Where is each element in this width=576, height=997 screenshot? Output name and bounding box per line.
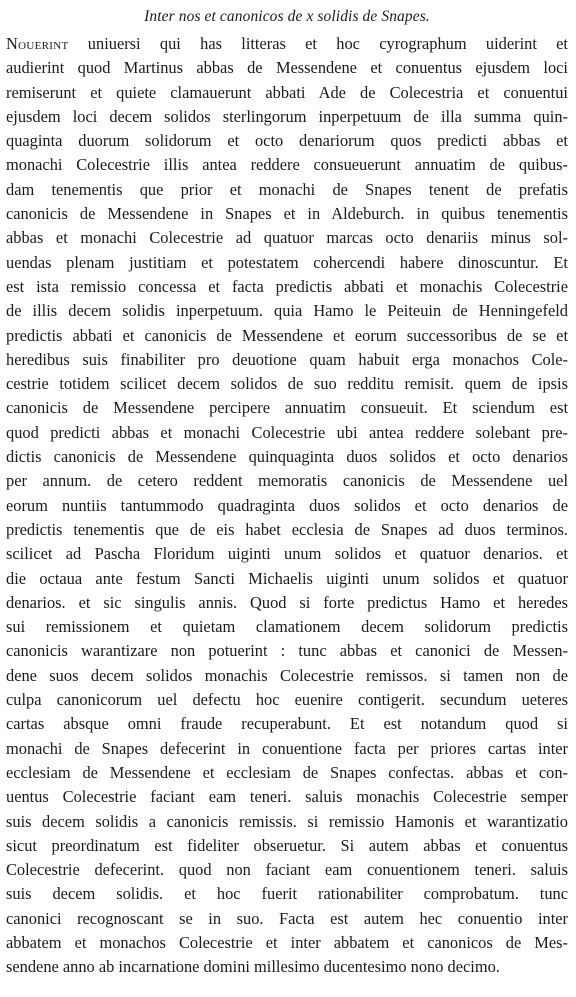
text-line: eorum nuntiis tantummodo quadraginta duos solidos et octo denarios de — [6, 495, 568, 515]
text-line: cartas absque omni fraude recuperabunt. Et est notandum quod si — [6, 714, 568, 734]
document-page — [6, 0, 568, 980]
text-line: Colecestrie defecerint. quod non faciant eam conuentionem teneri. saluis — [6, 860, 568, 880]
text-line: sicut preordinatum est fideliter obseruetur. Si autem abbas et conuentus — [6, 835, 568, 855]
text-line: monachi de Snapes defecerint in conuentione facta per priores cartas inter — [6, 738, 568, 758]
text-line: predictis abbati et canonicis de Messendene et eorum successoribus de se et — [6, 325, 568, 345]
text-line: dam tenementis que prior et monachi de Snapes tenent de prefatis — [6, 179, 568, 199]
text-line: heredibus suis finabiliter pro deuotione quam habuit erga monachos Cole- — [6, 349, 568, 369]
text-line: quod predicti abbas et monachi Colecestrie ubi antea reddere solebant pre- — [6, 422, 568, 442]
line-text: uniuersi qui has litteras et hoc cyrographum uiderint et — [68, 34, 568, 53]
text-line: culpa canonicorum uel defectu hoc euenire contigerit. secundum ueteres — [6, 690, 568, 710]
text-line: uentus Colecestrie faciant eam teneri. saluis monachis Colecestrie semper — [6, 787, 568, 807]
text-line: canonici recognoscant se in suo. Facta est autem hec conuentio inter — [6, 908, 568, 928]
document-body — [6, 32, 568, 980]
text-line: canonicis de Messendene in Snapes et in Aldeburch. in quibus tenementis — [6, 204, 568, 224]
text-line — [6, 32, 568, 56]
text-line: canonicis de Messendene percipere annuatim consueuit. Et sciendum est — [6, 398, 568, 418]
text-line: audierint quod Martinus abbas de Messendene et conuentus ejusdem loci — [6, 58, 568, 78]
text-line: de illis decem solidis inperpetuum. quia Hamo le Peiteuin de Henningefeld — [6, 301, 568, 321]
opening-word: Nouerint — [6, 34, 69, 53]
text-line: sendene anno ab incarnatione domini millesimo ducentesimo nono decimo. — [6, 957, 500, 977]
text-line: denarios. et sic singulis annis. Quod si forte predictus Hamo et heredes — [6, 592, 568, 612]
text-line: quaginta duorum solidorum et octo denariorum quos predicti abbas et — [6, 131, 568, 151]
text-line: monachi Colecestrie illis antea reddere consueuerunt annuatim de quibus- — [6, 155, 568, 175]
text-line: sui remissionem et quietam clamationem decem solidorum predictis — [6, 617, 568, 637]
text-line: ecclesiam de Messendene et ecclesiam de Snapes confectas. abbas et con- — [6, 762, 568, 782]
text-line: dictis canonicis de Messendene quinquaginta duos solidos et octo denarios — [6, 447, 568, 467]
text-line: dene suos decem solidos monachis Colecestrie remissos. si tamen non de — [6, 665, 568, 685]
document-title: Inter nos et canonicos de x solidis de Snapes. — [144, 8, 430, 25]
text-line: abbas et monachi Colecestrie ad quatuor marcas octo denariis minus sol- — [6, 228, 568, 248]
text-line: ejusdem loci decem solidos sterlingorum inperpetuum de illa summa quin- — [6, 106, 568, 126]
text-line: suis decem solidis a canonicis remissis. si remissio Hamonis et warantizatio — [6, 811, 568, 831]
text-line: predictis tenementis que de eis habet ecclesia de Snapes ad duos terminos. — [6, 519, 568, 539]
text-line: canonicis warantizare non potuerint : tunc abbas et canonici de Messen- — [6, 641, 568, 661]
text-line: scilicet ad Pascha Floridum uiginti unum solidos et quatuor denarios. et — [6, 544, 568, 564]
text-line: per annum. de cetero reddent memoratis canonicis de Messendene uel — [6, 471, 568, 491]
text-line: est ista remissio concessa et facta predictis abbati et monachis Colecestrie — [6, 276, 568, 296]
text-line: die octaua ante festum Sancti Michaelis uiginti unum solidos et quatuor — [6, 568, 568, 588]
text-line: cestrie totidem scilicet decem solidos de suo redditu remisit. quem de ipsis — [6, 374, 568, 394]
text-line: uendas plenam justitiam et potestatem cohercendi habere dinoscuntur. Et — [6, 252, 568, 272]
text-line: abbatem et monachos Colecestrie et inter abbatem et canonicos de Mes- — [6, 932, 568, 952]
text-line: suis decem solidis. et hoc fuerit rationabiliter comprobatum. tunc — [6, 884, 568, 904]
text-line: remiserunt et quiete clamauerunt abbati Ade de Colecestria et conuentui — [6, 82, 568, 102]
